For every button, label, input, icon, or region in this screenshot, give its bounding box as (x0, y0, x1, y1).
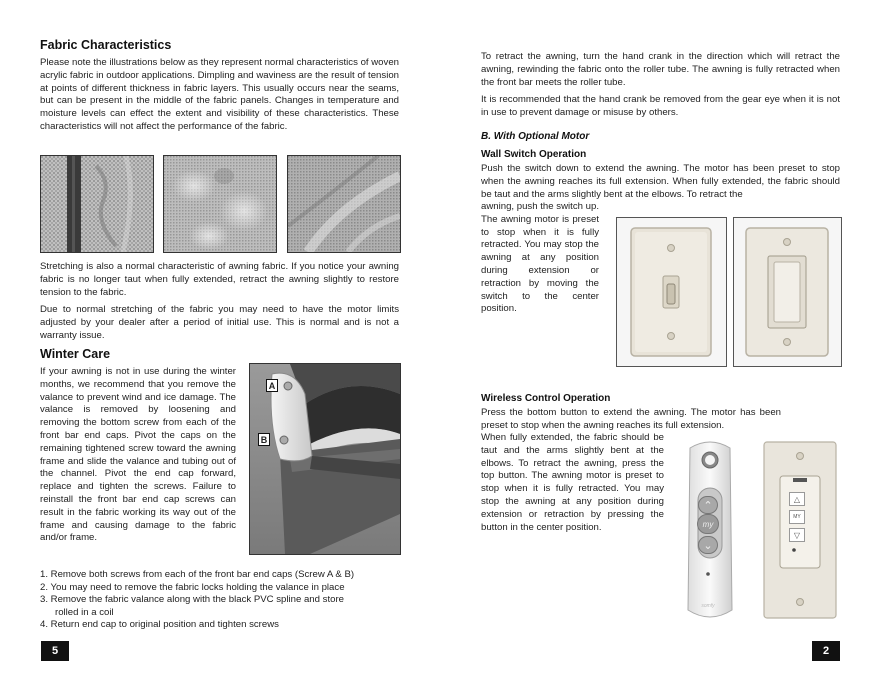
retract-text: To retract the awning, turn the hand crank in the direction which will retract the awning, rewinding the fabric onto the roller tube. The awning is fully retracted when the front bar meets the roller tube. (481, 51, 840, 88)
wall-switch-title: Wall Switch Operation (481, 149, 587, 160)
remote-my-button[interactable]: my (697, 514, 719, 534)
list-item: 3. Remove the fabric valance along with the black PVC spline and store (40, 594, 344, 606)
fabric-photo-dimpling (163, 155, 277, 253)
remote-up-button[interactable]: ⌃ (698, 496, 718, 514)
list-item: rolled in a coil (55, 606, 114, 618)
page-number-left: 5 (41, 641, 69, 661)
wall-remote-up-button[interactable]: △ (789, 492, 805, 506)
list-item: 1. Remove both screws from each of the front bar end caps (Screw A & B) (40, 569, 355, 580)
wall-switch-text-cont: awning, push the switch up. The awning motor is preset to stop when it is fully retracted. You may stop the awning at any position during extension or retraction by moving the switch to the center position. (481, 201, 599, 315)
screw-label-b: B (258, 433, 270, 446)
rocker-switch-photo (733, 217, 842, 367)
winter-care-title: Winter Care (40, 347, 111, 361)
optional-motor-heading: B. With Optional Motor (481, 131, 590, 142)
wall-remote-my-button[interactable]: MY (789, 510, 805, 524)
list-item: 2. You may need to remove the fabric locks holding the valance in place (40, 581, 345, 593)
handheld-remote (680, 440, 740, 622)
list-item: 4. Return end cap to original position and tighten screws (40, 619, 279, 631)
wireless-control-title: Wireless Control Operation (481, 393, 611, 404)
toggle-switch-photo (616, 217, 727, 367)
winter-care-text: If your awning is not in use during the winter months, we recommend that you remove the valance to prevent wind and ice damage. The valance is removed by loosening and removing the bottom screw from each of the front bar end caps. Pivot the caps on the remaining tightened screw toward the awning frame and slide the valance and tubing out of the channel. Pivot the end cap forward, replace and tighten the screws. Failure to reinstall the front bar end cap screws can result in the fabric working its way out of the frame and causing damage to the fabric and/or frame. (40, 366, 236, 544)
wireless-control-text: Press the bottom button to extend the awning. The motor has been preset to stop when the awning reaches its full extension. (481, 407, 781, 431)
wall-remote-down-button[interactable]: ▽ (789, 528, 805, 542)
wall-switch-text: Push the switch down to extend the awning. The motor has been preset to stop when the awning reaches its full extension. When fully extended, the fabric should be taut and the arms slightly bent at the elbows. To retract the (481, 163, 840, 200)
remote-brand-logo: somfy (701, 603, 715, 609)
fabric-characteristics-title: Fabric Characteristics (40, 38, 172, 52)
page-number-right: 2 (812, 641, 840, 661)
screw-label-a: A (266, 379, 278, 392)
motor-limits-text: Due to normal stretching of the fabric you may need to have the motor limits adjusted by your dealer after a period of initial use. This is normal and is not a warranty issue. (40, 304, 399, 341)
remote-down-button[interactable]: ⌄ (698, 536, 718, 554)
hand-crank-note: It is recommended that the hand crank be removed from the gear eye when it is not in use to prevent damage or misuse by others. (481, 94, 840, 118)
winter-steps-list (40, 569, 400, 632)
wireless-control-text-cont: When fully extended, the fabric should be taut and the arms slightly bent at the elbows. To retract the awning, press the top button. The awning motor is preset to stop when it is fully retracted. You may stop the awning at any position during extension or retraction by pressing the button in the center position. (481, 432, 664, 533)
fabric-intro-text: Please note the illustrations below as they represent normal characteristics of woven acrylic fabric in outdoor applications. Dimpling and waviness are the result of tension at points of different thickness in fabric layers. This usually occurs near the seams, but can be present in the middle of the fabric panels. Changes in temperature and moisture levels can effect the extent and visibility of these characteristics. These characteristics will not affect the performance of the fabric. (40, 57, 399, 132)
wall-remote (760, 440, 840, 622)
fabric-photo-seam (40, 155, 154, 253)
stretching-text: Stretching is also a normal characteristic of awning fabric. If you notice your awning fabric is no longer taut when fully extended, retract the awning slightly to restore tension to the fabric. (40, 261, 399, 298)
fabric-photo-waviness (287, 155, 401, 253)
